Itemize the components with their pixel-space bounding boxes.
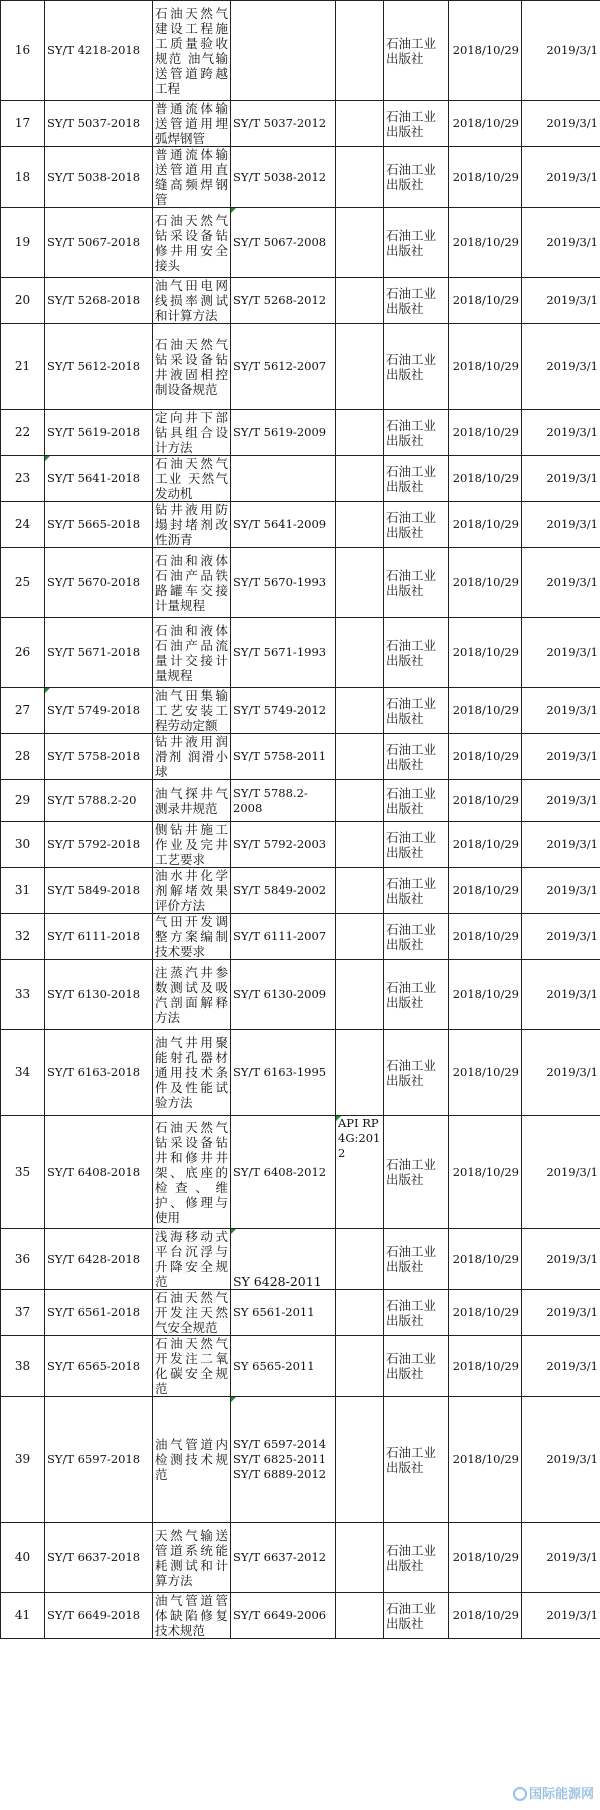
cell-replaced-standard bbox=[231, 278, 336, 324]
table-row bbox=[1, 1, 600, 101]
cell-standard-name: 侧钻井施工作业及完井工艺要求 bbox=[153, 822, 231, 868]
cell-implementation-date: 2019/3/1 bbox=[522, 914, 600, 960]
cell-number: 38 bbox=[1, 1336, 45, 1397]
cell-standard-name: 普通流体输送管道用埋弧焊钢管 bbox=[153, 101, 231, 147]
cell-number: 21 bbox=[1, 324, 45, 410]
cell-implementation-date: 2019/3/1 bbox=[522, 1, 600, 101]
cell-publisher: 石油工业出版社 bbox=[384, 410, 449, 456]
cell-replaced-standard bbox=[231, 1336, 336, 1397]
cell-publisher: 石油工业出版社 bbox=[384, 548, 449, 618]
standard-code-text: SY/T 6565-2018 bbox=[47, 1358, 141, 1373]
cell-adopted-standard bbox=[336, 868, 384, 914]
cell-publisher: 石油工业出版社 bbox=[384, 1116, 449, 1229]
table-body bbox=[1, 1, 600, 1639]
cell-number: 28 bbox=[1, 734, 45, 780]
cell-implementation-date: 2019/3/1 bbox=[522, 1116, 600, 1229]
watermark bbox=[513, 1783, 594, 1802]
cell-publisher: 石油工业出版社 bbox=[384, 1290, 449, 1336]
cell-standard-code bbox=[45, 1, 153, 101]
table-row bbox=[1, 101, 600, 147]
cell-issue-date: 2018/10/29 bbox=[449, 780, 522, 822]
table-row bbox=[1, 147, 600, 208]
cell-implementation-date: 2019/3/1 bbox=[522, 1593, 600, 1639]
cell-replaced-standard bbox=[231, 688, 336, 734]
replaced-standard-line: SY/T 5788.2- bbox=[233, 785, 308, 800]
cell-implementation-date: 2019/3/1 bbox=[522, 822, 600, 868]
cell-replaced-standard bbox=[231, 147, 336, 208]
cell-number: 24 bbox=[1, 502, 45, 548]
table-row bbox=[1, 1523, 600, 1593]
cell-replaced-standard bbox=[231, 960, 336, 1030]
cell-implementation-date: 2019/3/1 bbox=[522, 868, 600, 914]
cell-standard-code bbox=[45, 1116, 153, 1229]
cell-number: 19 bbox=[1, 208, 45, 278]
cell-issue-date: 2018/10/29 bbox=[449, 914, 522, 960]
cell-replaced-standard bbox=[231, 1593, 336, 1639]
replaced-standard-line: SY/T 6637-2012 bbox=[233, 1550, 327, 1564]
standard-code-text: SY/T 5749-2018 bbox=[47, 703, 141, 717]
standard-code-text: SY/T 6649-2018 bbox=[47, 1608, 141, 1622]
replaced-standard-line: SY/T 5268-2012 bbox=[233, 293, 327, 307]
cell-replaced-standard bbox=[231, 868, 336, 914]
cell-replaced-standard bbox=[231, 822, 336, 868]
cell-implementation-date: 2019/3/1 bbox=[522, 1229, 600, 1290]
replaced-standard-line: SY/T 6111-2007 bbox=[233, 929, 327, 943]
table-row bbox=[1, 1030, 600, 1116]
replaced-standard-line: SY/T 6163-1995 bbox=[233, 1065, 327, 1079]
table-row bbox=[1, 868, 600, 914]
cell-issue-date: 2018/10/29 bbox=[449, 324, 522, 410]
replaced-standard-line: SY/T 6597-2014 bbox=[233, 1437, 327, 1451]
cell-adopted-standard bbox=[336, 1229, 384, 1290]
cell-issue-date: 2018/10/29 bbox=[449, 101, 522, 147]
cell-issue-date: 2018/10/29 bbox=[449, 410, 522, 456]
cell-standard-name: 油气管道内检测技术规范 bbox=[153, 1397, 231, 1523]
cell-replaced-standard bbox=[231, 101, 336, 147]
cell-marker-icon bbox=[45, 688, 50, 693]
standard-code-text: SY/T 6597-2018 bbox=[47, 1452, 141, 1466]
cell-standard-code bbox=[45, 618, 153, 688]
cell-standard-code bbox=[45, 688, 153, 734]
cell-number: 31 bbox=[1, 868, 45, 914]
cell-number: 22 bbox=[1, 410, 45, 456]
cell-standard-name: 注蒸汽井参数测试及吸汽剖面解释方法 bbox=[153, 960, 231, 1030]
replaced-standard-line: SY/T 5671-1993 bbox=[233, 645, 327, 659]
cell-implementation-date: 2019/3/1 bbox=[522, 734, 600, 780]
cell-publisher: 石油工业出版社 bbox=[384, 1593, 449, 1639]
cell-number: 37 bbox=[1, 1290, 45, 1336]
cell-standard-code bbox=[45, 502, 153, 548]
standard-code-text: SY/T 5067-2018 bbox=[47, 235, 141, 249]
cell-adopted-standard bbox=[336, 1593, 384, 1639]
cell-standard-code bbox=[45, 1336, 153, 1397]
cell-implementation-date: 2019/3/1 bbox=[522, 324, 600, 410]
replaced-standard-line: SY 6428-2011 bbox=[233, 1274, 322, 1289]
cell-issue-date: 2018/10/29 bbox=[449, 1, 522, 101]
cell-adopted-standard bbox=[336, 101, 384, 147]
table-row bbox=[1, 914, 600, 960]
table-row bbox=[1, 1336, 600, 1397]
cell-number: 16 bbox=[1, 1, 45, 101]
cell-standard-name: 石油天然气建设工程施工质量验收规范 油气输送管道跨越工程 bbox=[153, 1, 231, 101]
cell-issue-date: 2018/10/29 bbox=[449, 1116, 522, 1229]
cell-implementation-date: 2019/3/1 bbox=[522, 688, 600, 734]
table-row bbox=[1, 1593, 600, 1639]
cell-standard-name: 油气田电网线损率测试和计算方法 bbox=[153, 278, 231, 324]
cell-number: 32 bbox=[1, 914, 45, 960]
replaced-standard-line: SY/T 5612-2007 bbox=[233, 359, 327, 373]
standard-code-text: SY/T 5670-2018 bbox=[47, 575, 141, 589]
cell-number: 39 bbox=[1, 1397, 45, 1523]
cell-publisher: 石油工业出版社 bbox=[384, 1030, 449, 1116]
replaced-standard-line: SY/T 6408-2012 bbox=[233, 1164, 327, 1179]
cell-number: 36 bbox=[1, 1229, 45, 1290]
table-row bbox=[1, 822, 600, 868]
cell-publisher: 石油工业出版社 bbox=[384, 868, 449, 914]
cell-adopted-standard bbox=[336, 734, 384, 780]
cell-replaced-standard bbox=[231, 780, 336, 822]
globe-icon bbox=[513, 1787, 527, 1801]
cell-issue-date: 2018/10/29 bbox=[449, 822, 522, 868]
cell-issue-date: 2018/10/29 bbox=[449, 502, 522, 548]
cell-adopted-standard bbox=[336, 208, 384, 278]
cell-replaced-standard bbox=[231, 1, 336, 101]
cell-adopted-standard bbox=[336, 456, 384, 502]
cell-standard-name: 石油和液体石油产品铁路罐车交接计量规程 bbox=[153, 548, 231, 618]
replaced-standard-line: SY/T 5749-2012 bbox=[233, 703, 327, 717]
cell-replaced-standard bbox=[231, 1523, 336, 1593]
cell-adopted-standard bbox=[336, 914, 384, 960]
standard-code-text: SY/T 5641-2018 bbox=[47, 471, 141, 485]
cell-issue-date: 2018/10/29 bbox=[449, 1336, 522, 1397]
cell-issue-date: 2018/10/29 bbox=[449, 1523, 522, 1593]
cell-replaced-standard bbox=[231, 1116, 336, 1229]
cell-publisher: 石油工业出版社 bbox=[384, 1523, 449, 1593]
cell-implementation-date: 2019/3/1 bbox=[522, 1336, 600, 1397]
cell-implementation-date: 2019/3/1 bbox=[522, 548, 600, 618]
cell-standard-code bbox=[45, 278, 153, 324]
cell-adopted-standard bbox=[336, 960, 384, 1030]
cell-publisher: 石油工业出版社 bbox=[384, 688, 449, 734]
cell-standard-name: 石油天然气工业 天然气发动机 bbox=[153, 456, 231, 502]
standard-code-text: SY/T 6428-2018 bbox=[47, 1251, 141, 1266]
standard-code-text: SY/T 6111-2018 bbox=[47, 929, 141, 943]
cell-replaced-standard bbox=[231, 502, 336, 548]
cell-publisher: 石油工业出版社 bbox=[384, 618, 449, 688]
table-row bbox=[1, 618, 600, 688]
cell-adopted-standard bbox=[336, 618, 384, 688]
cell-number: 27 bbox=[1, 688, 45, 734]
cell-standard-code bbox=[45, 410, 153, 456]
cell-standard-name: 石油天然气钻采设备钻井液固相控制设备规范 bbox=[153, 324, 231, 410]
cell-implementation-date: 2019/3/1 bbox=[522, 1290, 600, 1336]
cell-issue-date: 2018/10/29 bbox=[449, 147, 522, 208]
table-row bbox=[1, 456, 600, 502]
cell-publisher: 石油工业出版社 bbox=[384, 101, 449, 147]
table-row bbox=[1, 1290, 600, 1336]
cell-publisher: 石油工业出版社 bbox=[384, 456, 449, 502]
cell-standard-code bbox=[45, 868, 153, 914]
cell-number: 26 bbox=[1, 618, 45, 688]
cell-issue-date: 2018/10/29 bbox=[449, 960, 522, 1030]
replaced-standard-line: SY/T 5037-2012 bbox=[233, 116, 327, 130]
cell-adopted-standard bbox=[336, 147, 384, 208]
cell-adopted-standard bbox=[336, 1336, 384, 1397]
standard-code-text: SY/T 5665-2018 bbox=[47, 517, 141, 531]
cell-standard-name: 油气管道管体缺陷修复技术规范 bbox=[153, 1593, 231, 1639]
replaced-standard-line: SY/T 6825-2011 bbox=[233, 1452, 327, 1466]
cell-standard-name: 石油和液体石油产品流量计交接计量规程 bbox=[153, 618, 231, 688]
cell-marker-icon bbox=[336, 1116, 341, 1121]
cell-issue-date: 2018/10/29 bbox=[449, 548, 522, 618]
cell-implementation-date: 2019/3/1 bbox=[522, 278, 600, 324]
cell-issue-date: 2018/10/29 bbox=[449, 278, 522, 324]
cell-standard-name: 油气田集输工艺安装工程劳动定额 bbox=[153, 688, 231, 734]
cell-adopted-standard bbox=[336, 780, 384, 822]
replaced-standard-line: SY/T 5067-2008 bbox=[233, 235, 327, 249]
cell-implementation-date: 2019/3/1 bbox=[522, 1397, 600, 1523]
cell-implementation-date: 2019/3/1 bbox=[522, 1030, 600, 1116]
replaced-standard-line: SY/T 5792-2003 bbox=[233, 837, 327, 851]
cell-number: 29 bbox=[1, 780, 45, 822]
table-row bbox=[1, 734, 600, 780]
cell-number: 17 bbox=[1, 101, 45, 147]
cell-implementation-date: 2019/3/1 bbox=[522, 208, 600, 278]
standard-code-text: SY/T 5268-2018 bbox=[47, 293, 141, 307]
replaced-standard-line: SY/T 5670-1993 bbox=[233, 575, 327, 589]
cell-issue-date: 2018/10/29 bbox=[449, 868, 522, 914]
cell-number: 25 bbox=[1, 548, 45, 618]
standard-code-text: SY/T 5038-2018 bbox=[47, 169, 141, 184]
cell-replaced-standard bbox=[231, 914, 336, 960]
table-row bbox=[1, 324, 600, 410]
replaced-standard-line: SY/T 5641-2009 bbox=[233, 517, 327, 531]
cell-replaced-standard bbox=[231, 410, 336, 456]
cell-standard-name: 石油天然气开发注二氧化碳安全规范 bbox=[153, 1336, 231, 1397]
cell-number: 35 bbox=[1, 1116, 45, 1229]
cell-standard-code bbox=[45, 960, 153, 1030]
table-row bbox=[1, 208, 600, 278]
cell-implementation-date: 2019/3/1 bbox=[522, 101, 600, 147]
cell-issue-date: 2018/10/29 bbox=[449, 208, 522, 278]
standard-code-text: SY/T 5788.2-20 bbox=[47, 793, 137, 807]
cell-issue-date: 2018/10/29 bbox=[449, 456, 522, 502]
standard-code-text: SY/T 6637-2018 bbox=[47, 1550, 141, 1564]
cell-replaced-standard bbox=[231, 1030, 336, 1116]
cell-issue-date: 2018/10/29 bbox=[449, 1593, 522, 1639]
cell-adopted-standard bbox=[336, 1116, 384, 1229]
cell-standard-code bbox=[45, 822, 153, 868]
cell-adopted-standard bbox=[336, 822, 384, 868]
cell-standard-name: 石油天然气开发注天然气安全规范 bbox=[153, 1290, 231, 1336]
cell-adopted-standard bbox=[336, 1030, 384, 1116]
cell-replaced-standard bbox=[231, 1229, 336, 1290]
cell-implementation-date: 2019/3/1 bbox=[522, 1523, 600, 1593]
cell-issue-date: 2018/10/29 bbox=[449, 618, 522, 688]
cell-adopted-standard bbox=[336, 324, 384, 410]
cell-number: 23 bbox=[1, 456, 45, 502]
cell-number: 18 bbox=[1, 147, 45, 208]
cell-standard-code bbox=[45, 456, 153, 502]
standard-code-text: SY/T 5671-2018 bbox=[47, 645, 141, 659]
cell-standard-code bbox=[45, 548, 153, 618]
table-row bbox=[1, 1229, 600, 1290]
cell-publisher: 石油工业出版社 bbox=[384, 1397, 449, 1523]
cell-number: 30 bbox=[1, 822, 45, 868]
table-row bbox=[1, 688, 600, 734]
table-row bbox=[1, 960, 600, 1030]
cell-standard-name: 天然气输送管道系统能耗测试和计算方法 bbox=[153, 1523, 231, 1593]
cell-issue-date: 2018/10/29 bbox=[449, 734, 522, 780]
cell-implementation-date: 2019/3/1 bbox=[522, 780, 600, 822]
cell-issue-date: 2018/10/29 bbox=[449, 688, 522, 734]
cell-publisher: 石油工业出版社 bbox=[384, 914, 449, 960]
standard-code-text: SY/T 6163-2018 bbox=[47, 1065, 141, 1079]
cell-publisher: 石油工业出版社 bbox=[384, 1, 449, 101]
cell-adopted-standard bbox=[336, 548, 384, 618]
cell-number: 34 bbox=[1, 1030, 45, 1116]
cell-standard-code bbox=[45, 147, 153, 208]
table-row bbox=[1, 410, 600, 456]
table-row bbox=[1, 278, 600, 324]
replaced-standard-line: SY/T 5849-2002 bbox=[233, 883, 327, 897]
cell-publisher: 石油工业出版社 bbox=[384, 147, 449, 208]
cell-standard-code bbox=[45, 1229, 153, 1290]
cell-standard-name: 石油天然气钻采设备钻修井用安全接头 bbox=[153, 208, 231, 278]
standard-code-text: SY/T 5037-2018 bbox=[47, 116, 141, 130]
cell-publisher: 石油工业出版社 bbox=[384, 960, 449, 1030]
cell-replaced-standard bbox=[231, 548, 336, 618]
cell-standard-code bbox=[45, 101, 153, 147]
cell-adopted-standard bbox=[336, 410, 384, 456]
cell-standard-name: 石油天然气钻采设备钻井和修井井架、底座的检查、维护、修理与使用 bbox=[153, 1116, 231, 1229]
cell-number: 40 bbox=[1, 1523, 45, 1593]
cell-publisher: 石油工业出版社 bbox=[384, 208, 449, 278]
cell-number: 20 bbox=[1, 278, 45, 324]
replaced-standard-line: SY/T 6889-2012 bbox=[233, 1467, 327, 1481]
cell-standard-name: 钻井液用润滑剂 润滑小球 bbox=[153, 734, 231, 780]
standard-code-text: SY/T 5792-2018 bbox=[47, 837, 141, 851]
cell-standard-name: 油水井化学剂解堵效果评价方法 bbox=[153, 868, 231, 914]
cell-standard-code bbox=[45, 1397, 153, 1523]
cell-standard-code bbox=[45, 1523, 153, 1593]
cell-standard-code bbox=[45, 208, 153, 278]
cell-standard-code bbox=[45, 780, 153, 822]
cell-standard-code bbox=[45, 1593, 153, 1639]
table-row bbox=[1, 1397, 600, 1523]
standard-code-text: SY/T 6408-2018 bbox=[47, 1164, 141, 1179]
cell-issue-date: 2018/10/29 bbox=[449, 1030, 522, 1116]
replaced-standard-line: SY 6561-2011 bbox=[233, 1305, 315, 1319]
cell-standard-code bbox=[45, 324, 153, 410]
cell-implementation-date: 2019/3/1 bbox=[522, 502, 600, 548]
replaced-standard-line: SY/T 6649-2006 bbox=[233, 1608, 327, 1622]
cell-publisher: 石油工业出版社 bbox=[384, 780, 449, 822]
cell-adopted-standard bbox=[336, 688, 384, 734]
replaced-standard-line: SY/T 5758-2011 bbox=[233, 749, 327, 763]
standard-code-text: SY/T 5612-2018 bbox=[47, 359, 141, 373]
cell-standard-name: 钻井液用防塌封堵剂改性沥青 bbox=[153, 502, 231, 548]
replaced-standard-line: SY 6565-2011 bbox=[233, 1358, 315, 1373]
cell-replaced-standard bbox=[231, 208, 336, 278]
cell-standard-name: 油气井用聚能射孔器材通用技术条件及性能试验方法 bbox=[153, 1030, 231, 1116]
cell-standard-code bbox=[45, 1290, 153, 1336]
cell-standard-name: 普通流体输送管道用直缝高频焊钢管 bbox=[153, 147, 231, 208]
adopted-standard-text: API RP4G:2012 bbox=[338, 1116, 381, 1160]
cell-standard-code bbox=[45, 734, 153, 780]
replaced-standard-line: SY/T 6130-2009 bbox=[233, 987, 327, 1001]
cell-implementation-date: 2019/3/1 bbox=[522, 410, 600, 456]
standard-code-text: SY/T 6561-2018 bbox=[47, 1305, 141, 1319]
cell-replaced-standard bbox=[231, 1397, 336, 1523]
cell-implementation-date: 2019/3/1 bbox=[522, 960, 600, 1030]
cell-issue-date: 2018/10/29 bbox=[449, 1229, 522, 1290]
cell-adopted-standard bbox=[336, 1290, 384, 1336]
cell-issue-date: 2018/10/29 bbox=[449, 1397, 522, 1523]
cell-publisher: 石油工业出版社 bbox=[384, 734, 449, 780]
cell-adopted-standard bbox=[336, 502, 384, 548]
cell-replaced-standard bbox=[231, 734, 336, 780]
replaced-standard-line: 2008 bbox=[233, 800, 263, 815]
cell-standard-name: 气田开发调整方案编制技术要求 bbox=[153, 914, 231, 960]
standard-code-text: SY/T 5758-2018 bbox=[47, 749, 141, 763]
cell-replaced-standard bbox=[231, 618, 336, 688]
cell-standard-code bbox=[45, 914, 153, 960]
cell-publisher: 石油工业出版社 bbox=[384, 324, 449, 410]
cell-publisher: 石油工业出版社 bbox=[384, 1336, 449, 1397]
cell-marker-icon bbox=[231, 1229, 236, 1234]
standard-code-text: SY/T 5849-2018 bbox=[47, 883, 141, 897]
cell-standard-name: 定向井下部钻具组合设计方法 bbox=[153, 410, 231, 456]
cell-publisher: 石油工业出版社 bbox=[384, 822, 449, 868]
cell-marker-icon bbox=[231, 208, 236, 213]
cell-standard-name: 浅海移动式平台沉浮与升降安全规范 bbox=[153, 1229, 231, 1290]
cell-standard-name: 油气探井气测录井规范 bbox=[153, 780, 231, 822]
cell-adopted-standard bbox=[336, 1523, 384, 1593]
cell-adopted-standard bbox=[336, 1, 384, 101]
cell-publisher: 石油工业出版社 bbox=[384, 1229, 449, 1290]
cell-issue-date: 2018/10/29 bbox=[449, 1290, 522, 1336]
table-row bbox=[1, 548, 600, 618]
replaced-standard-line: SY/T 5619-2009 bbox=[233, 425, 327, 439]
cell-implementation-date: 2019/3/1 bbox=[522, 618, 600, 688]
cell-publisher: 石油工业出版社 bbox=[384, 278, 449, 324]
table-row bbox=[1, 780, 600, 822]
cell-implementation-date: 2019/3/1 bbox=[522, 147, 600, 208]
cell-number: 33 bbox=[1, 960, 45, 1030]
cell-implementation-date: 2019/3/1 bbox=[522, 456, 600, 502]
cell-adopted-standard bbox=[336, 1397, 384, 1523]
cell-publisher: 石油工业出版社 bbox=[384, 502, 449, 548]
standard-code-text: SY/T 4218-2018 bbox=[47, 43, 141, 57]
replaced-standard-line: SY/T 5038-2012 bbox=[233, 169, 327, 184]
cell-replaced-standard bbox=[231, 1290, 336, 1336]
watermark-text: 国际能源网 bbox=[528, 1787, 594, 1802]
cell-number: 41 bbox=[1, 1593, 45, 1639]
standard-code-text: SY/T 6130-2018 bbox=[47, 987, 141, 1001]
cell-replaced-standard bbox=[231, 456, 336, 502]
table-row bbox=[1, 502, 600, 548]
cell-marker-icon bbox=[45, 456, 50, 461]
cell-marker-icon bbox=[231, 1397, 236, 1402]
standard-code-text: SY/T 5619-2018 bbox=[47, 425, 141, 439]
cell-adopted-standard bbox=[336, 278, 384, 324]
table-row bbox=[1, 1116, 600, 1229]
cell-replaced-standard bbox=[231, 324, 336, 410]
cell-standard-code bbox=[45, 1030, 153, 1116]
